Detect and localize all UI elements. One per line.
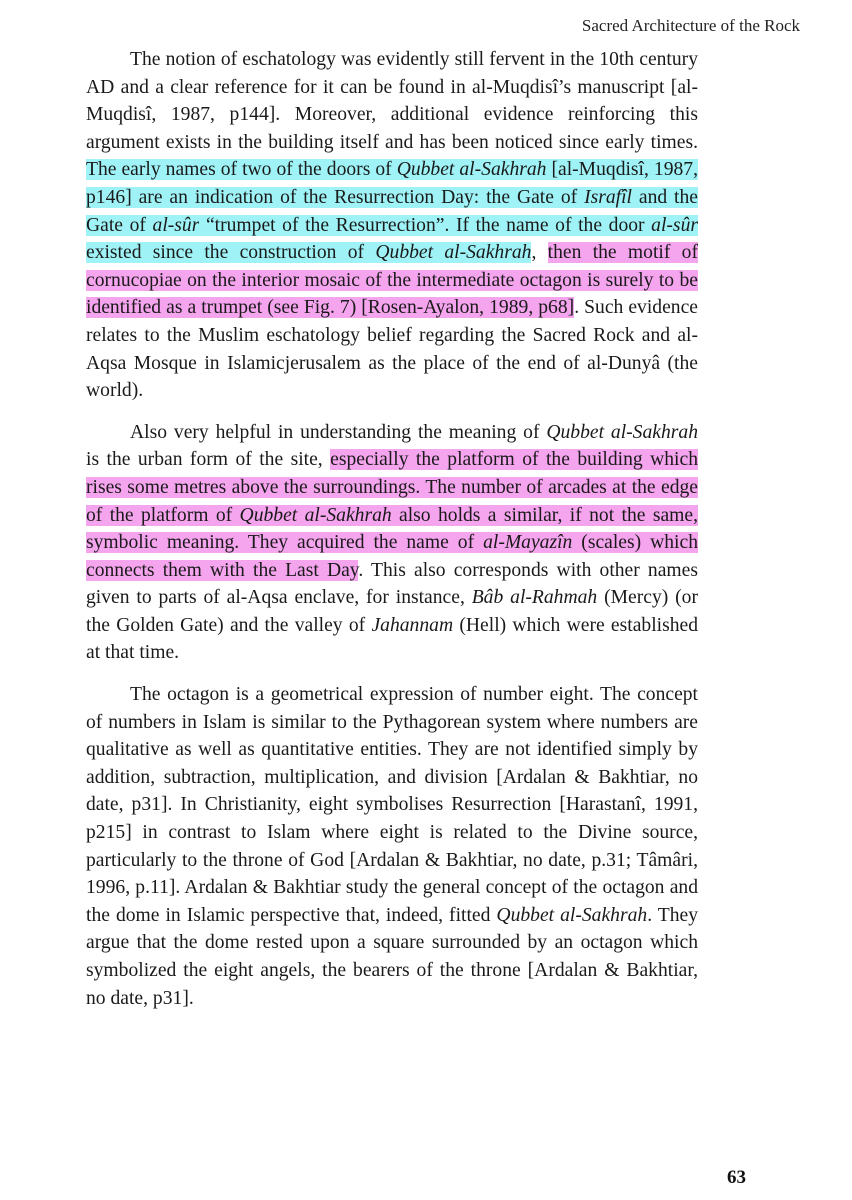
text-run: . This also corresponds with other names given to parts of al-Aqsa enclave, for instance, [86, 559, 698, 609]
text-run: (Mercy) (or the Golden Gate) and the valley of [86, 587, 698, 636]
body-paragraph [86, 419, 698, 667]
italic-term: Jahannam [371, 614, 454, 636]
highlighted-text-cyan: [al-Muqdisî, 1987, p146] are an indication of the Resurrection Day: the Gate of [86, 159, 699, 208]
running-header: Sacred Architecture of the Rock [581, 16, 800, 35]
highlighted-text-pink: Qubbet al-Sakhrah [239, 504, 392, 526]
highlighted-text-cyan: The early names of two of the doors of [86, 159, 397, 181]
italic-term: Qubbet al-Sakhrah [496, 904, 648, 926]
text-run: The octagon is a geometrical expression of number eight. The concept of numbers in Islam is similar to the Pythagorean system where numbers are qualitative as well as quantitative entities. They are not identified simply by addition, subtraction, multiplication, and division [Ardalan & Bakhtiar, no date, p31]. In Christianity, eight symbolises Resurrection [Harastanî, 1991, p215] in contrast to Islam where eight is related to the Divine source, particularly to the throne of God [Ardalan & Bakhtiar, no date, p.31; Tâmâri, 1996, p.11]. Ardalan & Bakhtiar study the general concept of the octagon and the dome in Islamic perspective that, indeed, fitted [86, 684, 698, 926]
page-body [86, 46, 698, 1026]
highlighted-text-pink: then the motif of cornucopiae on the interior mosaic of the intermediate octagon is surely to be identified as a trumpet (see Fig. 7) [Rosen-Ayalon, 1989, p68] [86, 242, 699, 319]
highlighted-text-cyan: al-sûr [651, 214, 698, 236]
italic-term: Qubbet al-Sakhrah [546, 421, 698, 443]
highlighted-text-cyan: “trumpet of the Resurrection”. If the name of the door [199, 214, 652, 236]
text-run: , [531, 242, 548, 264]
highlighted-text-cyan: Qubbet al-Sakhrah [375, 242, 532, 264]
body-paragraph [86, 46, 698, 405]
italic-term: Bâb al-Rahmah [471, 587, 598, 609]
highlighted-text-cyan: existed since the construction of [86, 242, 376, 264]
text-run: . They argue that the dome rested upon a square surrounded by an octagon which symbolized the eight angels, the bearers of the throne [Ardalan & Bakhtiar, no date, p31]. [86, 904, 698, 1009]
highlighted-text-pink: especially the platform of the building which rises some metres above the surroundings. The number of arcades at the edge of the platform of [86, 449, 698, 526]
page-number: 63 [727, 1167, 746, 1188]
highlighted-text-pink: also holds a similar, if not the same, symbolic meaning. They acquired the name of [86, 504, 698, 554]
text-run: is the urban form of the site, [86, 449, 331, 471]
text-run: Also very helpful in understanding the meaning of [130, 421, 547, 443]
text-run: (Hell) which were established at that time. [86, 614, 698, 664]
highlighted-text-pink: al-Mayazîn [483, 532, 573, 554]
body-paragraph [86, 681, 698, 1012]
highlighted-text-cyan: Israfîl [584, 186, 632, 208]
text-run: . Such evidence relates to the Muslim eschatology belief regarding the Sacred Rock and al-Aqsa Mosque in Islamicjerusalem as the place of the end of al-Dunyâ (the world). [86, 297, 698, 402]
highlighted-text-pink: (scales) which connects them with the Last Day [86, 532, 698, 581]
highlighted-text-cyan: Qubbet al-Sakhrah [396, 159, 547, 181]
highlighted-text-cyan: and the Gate of [86, 186, 698, 236]
text-run: The notion of eschatology was evidently still fervent in the 10th century AD and a clear reference for it can be found in al-Muqdisî’s manuscript [al-Muqdisî, 1987, p144]. Moreover, additional evidence reinforcing this argument exists in the building itself and has been noticed since early times. [86, 49, 698, 153]
highlighted-text-cyan: al-sûr [152, 214, 200, 236]
